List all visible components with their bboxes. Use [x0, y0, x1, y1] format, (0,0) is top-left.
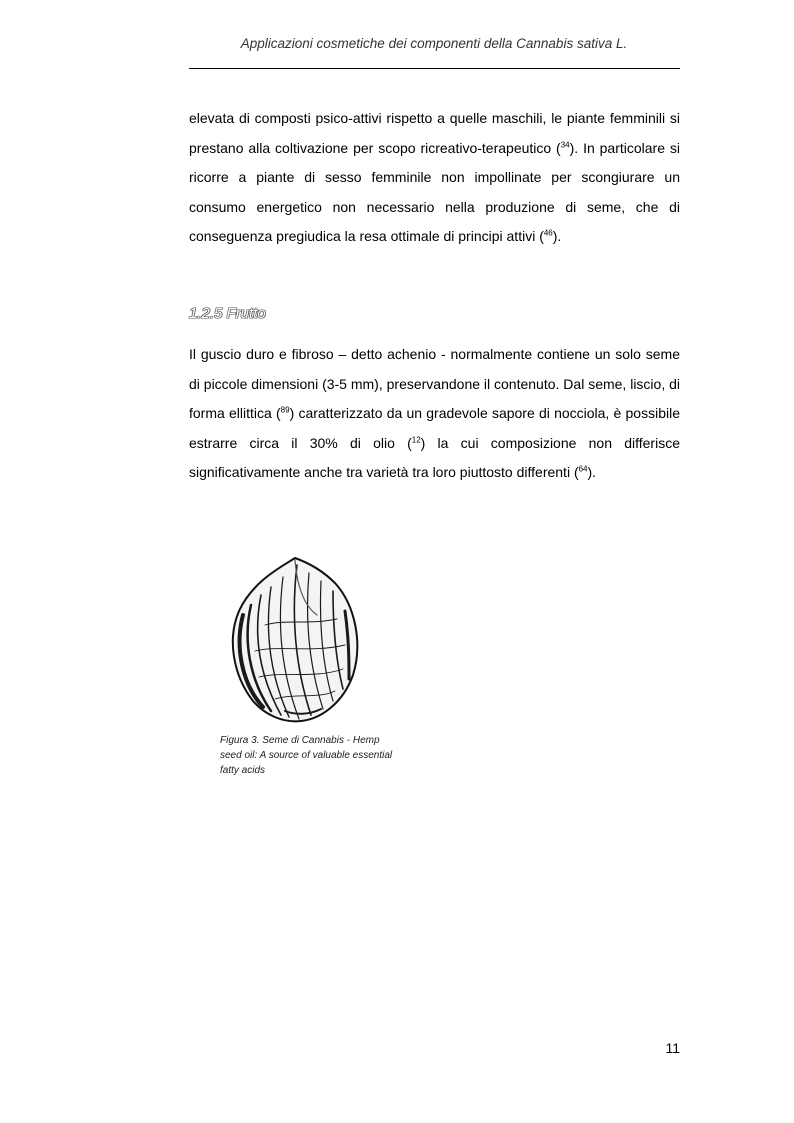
citation-64: 64 — [578, 464, 588, 474]
citation-89: 89 — [280, 405, 290, 415]
paragraph-1-text-c: ). — [552, 228, 562, 244]
paragraph-2-text-d: ). — [587, 464, 597, 480]
citation-34: 34 — [560, 139, 570, 149]
running-header: Applicazioni cosmetiche dei componenti della Cannabis sativa L. — [240, 36, 628, 51]
paragraph-1 — [189, 104, 680, 252]
paragraph-1-text-a: elevata di composti psico-attivi rispetto a quelle maschili, le piante femminili si prestano alla coltivazione per scopo ricreativo-terapeutico ( — [189, 110, 680, 156]
citation-46: 46 — [543, 228, 553, 238]
paragraph-2 — [189, 340, 680, 488]
paragraph-2-text-a: Il guscio duro e fibroso – detto achenio - normalmente contiene un solo seme di piccole dimensioni (3-5 mm), preservandone il contenuto. Dal seme, liscio, di forma ellittica ( — [189, 346, 680, 421]
cannabis-seed-illustration — [225, 555, 365, 727]
page-number: 11 — [665, 1040, 680, 1056]
header-rule — [189, 68, 680, 69]
paragraph-2-text-b: ) caratterizzato da un gradevole sapore di nocciola, è possibile estrarre circa il 30% di olio ( — [189, 405, 680, 451]
citation-12: 12 — [411, 434, 421, 444]
figure-caption: Figura 3. Seme di Cannabis - Hemp seed oil: A source of valuable essential fatty acids — [220, 735, 393, 776]
paragraph-1-text-b: ). In particolare si ricorre a piante di sesso femminile non impollinate per scongiurare un consumo energetico non necessario nella produzione di seme, che di conseguenza pregiudica la resa ottimale di principi attivi ( — [189, 139, 681, 244]
section-heading: 1.2.5 Frutto — [189, 305, 266, 322]
paragraph-2-text-c: ) la cui composizione non differisce significativamente anche tra varietà tra loro piuttosto differenti ( — [189, 434, 680, 480]
